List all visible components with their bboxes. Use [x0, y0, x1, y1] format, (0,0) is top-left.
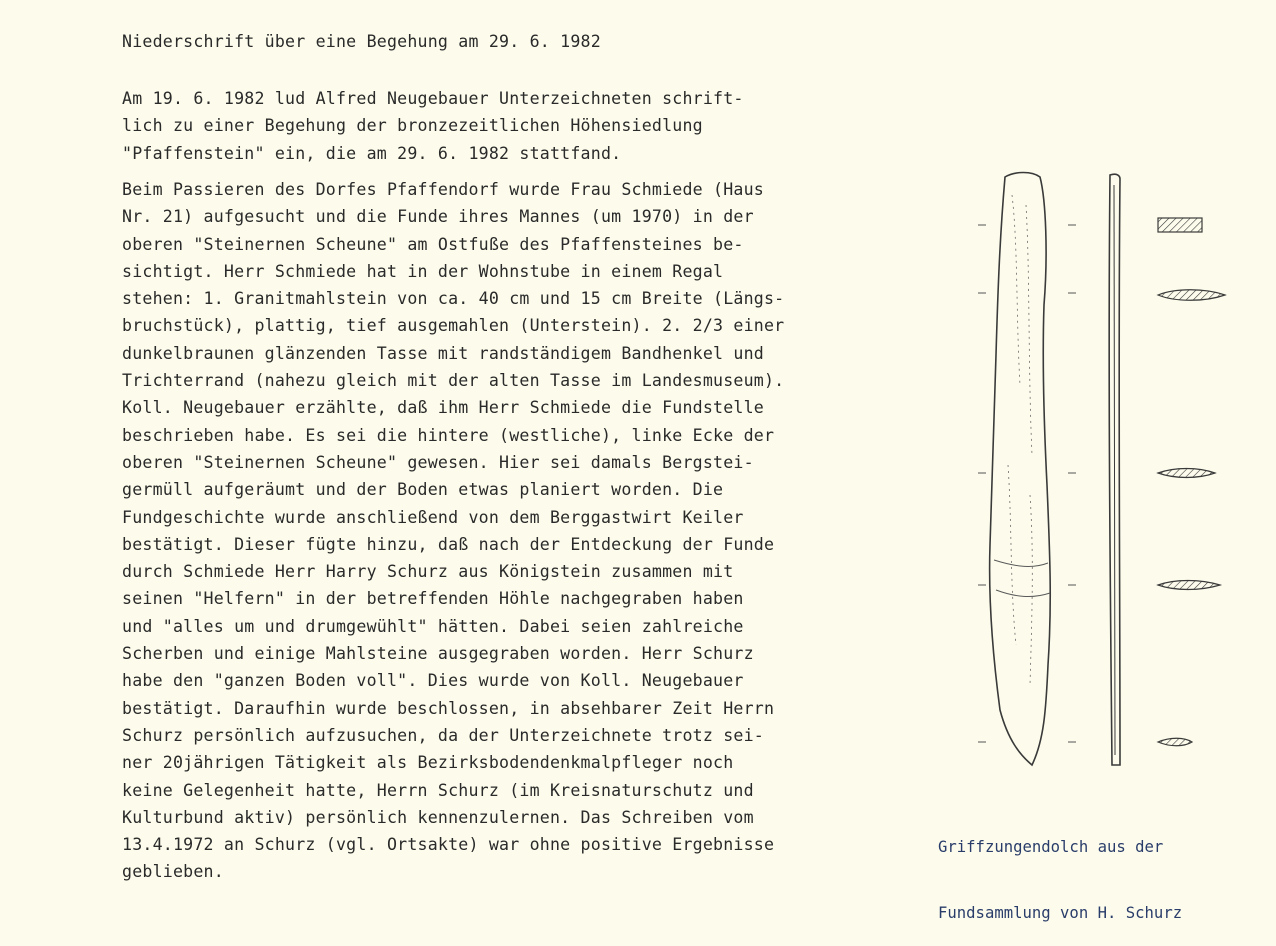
section-2 — [1158, 290, 1225, 301]
text-line: geblieben. — [122, 862, 224, 882]
caption-line-1: Griffzungendolch aus der — [938, 838, 1164, 856]
section-5 — [1158, 738, 1192, 746]
text-line: und "alles um und drumgewühlt" hätten. Dabei seien zahlreiche — [122, 616, 744, 636]
text-line: durch Schmiede Herr Harry Schurz aus Königstein zusammen mit — [122, 562, 734, 582]
text-line: Schurz persönlich aufzusuchen, da der Unterzeichnete trotz sei- — [122, 725, 764, 745]
text-line: bruchstück), plattig, tief ausgemahlen (Unterstein). 2. 2/3 einer — [122, 316, 785, 336]
text-line: ner 20jährigen Tätigkeit als Bezirksbodendenkmalpfleger noch — [122, 753, 734, 773]
text-line: bestätigt. Daraufhin wurde beschlossen, in absehbarer Zeit Herrn — [122, 698, 775, 718]
paragraph-1 — [122, 85, 744, 167]
text-line: "Pfaffenstein" ein, die am 29. 6. 1982 stattfand. — [122, 143, 622, 163]
text-line: keine Gelegenheit hatte, Herrn Schurz (im Kreisnaturschutz und — [122, 780, 754, 800]
section-4 — [1158, 581, 1220, 590]
dagger-front-view — [990, 173, 1051, 766]
paragraph-2 — [122, 176, 784, 886]
text-line: Koll. Neugebauer erzählte, daß ihm Herr Schmiede die Fundstelle — [122, 398, 764, 418]
text-line: Scherben und einige Mahlsteine ausgegraben worden. Herr Schurz — [122, 644, 754, 664]
dagger-drawing — [960, 165, 1260, 775]
caption-line-2: Fundsammlung von H. Schurz — [938, 904, 1183, 922]
text-line: sichtigt. Herr Schmiede hat in der Wohnstube in einem Regal — [122, 261, 724, 281]
text-line: Kulturbund aktiv) persönlich kennenzulernen. Das Schreiben vom — [122, 807, 754, 827]
text-line: lich zu einer Begehung der bronzezeitlichen Höhensiedlung — [122, 116, 703, 136]
text-line: stehen: 1. Granitmahlstein von ca. 40 cm und 15 cm Breite (Längs- — [122, 289, 785, 309]
text-line: Am 19. 6. 1982 lud Alfred Neugebauer Unterzeichneten schrift- — [122, 89, 744, 108]
text-line: Beim Passieren des Dorfes Pfaffendorf wurde Frau Schmiede (Haus — [122, 180, 764, 199]
text-line: Fundgeschichte wurde anschließend von dem Berggastwirt Keiler — [122, 507, 744, 527]
section-3 — [1158, 469, 1215, 478]
section-1 — [1158, 218, 1202, 232]
text-line: germüll aufgeräumt und der Boden etwas planiert worden. Die — [122, 480, 724, 500]
document-title: Niederschrift über eine Begehung am 29. 6. 1982 — [122, 32, 601, 51]
text-line: habe den "ganzen Boden voll". Dies wurde von Koll. Neugebauer — [122, 671, 744, 691]
text-line: bestätigt. Dieser fügte hinzu, daß nach der Entdeckung der Funde — [122, 534, 775, 554]
text-line: seinen "Helfern" in der betreffenden Höhle nachgegraben haben — [122, 589, 744, 609]
text-line: oberen "Steinernen Scheune" am Ostfuße des Pfaffensteines be- — [122, 234, 744, 254]
text-line: 13.4.1972 an Schurz (vgl. Ortsakte) war ohne positive Ergebnisse — [122, 835, 775, 855]
text-line: beschrieben habe. Es sei die hintere (westliche), linke Ecke der — [122, 425, 775, 445]
text-line: dunkelbraunen glänzenden Tasse mit randständigem Bandhenkel und — [122, 343, 764, 363]
text-line: Trichterrand (nahezu gleich mit der alten Tasse im Landesmuseum). — [122, 371, 785, 391]
text-line: Nr. 21) aufgesucht und die Funde ihres Mannes (um 1970) in der — [122, 207, 754, 227]
cross-sections — [1158, 218, 1225, 746]
figure-caption — [938, 792, 1182, 946]
text-line: oberen "Steinernen Scheune" gewesen. Hier sei damals Bergstei- — [122, 452, 754, 472]
